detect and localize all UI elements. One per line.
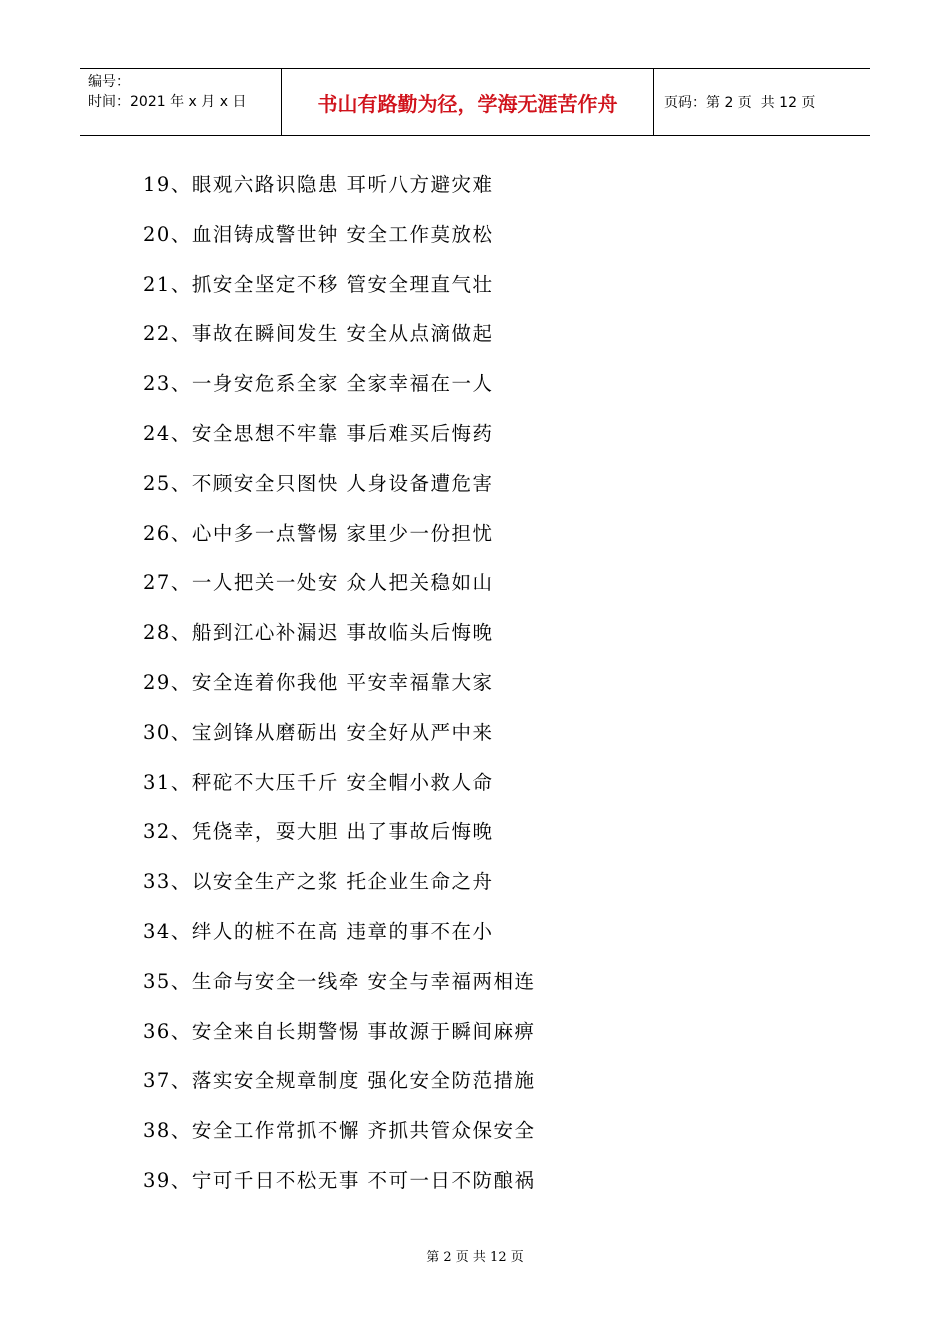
- slogan-item: 20、血泪铸成警世钟 安全工作莫放松: [143, 222, 494, 246]
- slogan-item: 21、抓安全坚定不移 管安全理直气壮: [143, 272, 494, 296]
- slogan-item: 37、落实安全规章制度 强化安全防范措施: [143, 1069, 536, 1093]
- page-info-text: 页码：第 2 页 共 12 页: [664, 95, 816, 111]
- document-number-label: 编号：: [88, 74, 130, 90]
- slogan-item: 39、宁可千日不松无事 不可一日不防酿祸: [143, 1168, 536, 1192]
- header-meta: [80, 69, 282, 135]
- slogan-item: 28、船到江心补漏迟 事故临头后悔晚: [143, 621, 494, 645]
- slogan-item: 26、心中多一点警惕 家里少一份担忧: [143, 521, 494, 545]
- page-header: [80, 68, 870, 136]
- slogan-item: 24、安全思想不牢靠 事后难买后悔药: [143, 421, 494, 445]
- slogan-item: 25、不顾安全只图快 人身设备遭危害: [143, 471, 494, 495]
- header-motto: 书山有路勤为径，学海无涯苦作舟: [282, 69, 654, 135]
- slogan-item: 29、安全连着你我他 平安幸福靠大家: [143, 670, 494, 694]
- slogan-item: 27、一人把关一处安 众人把关稳如山: [143, 571, 494, 595]
- slogan-item: 34、绊人的桩不在高 违章的事不在小: [143, 919, 494, 943]
- slogan-item: 30、宝剑锋从磨砺出 安全好从严中来: [143, 720, 494, 744]
- header-page-info: [654, 69, 870, 135]
- page-footer: 第 2 页 共 12 页: [426, 1250, 524, 1265]
- slogan-item: 32、凭侥幸，耍大胆 出了事故后悔晚: [143, 820, 494, 844]
- slogan-item: 33、以安全生产之浆 托企业生命之舟: [143, 870, 494, 894]
- slogan-item: 22、事故在瞬间发生 安全从点滴做起: [143, 322, 494, 346]
- slogan-item: 38、安全工作常抓不懈 齐抓共管众保安全: [143, 1119, 536, 1143]
- slogan-item: 19、眼观六路识隐患 耳听八方避灾难: [143, 173, 494, 196]
- slogan-item: 31、秤砣不大压千斤 安全帽小救人命: [143, 770, 494, 794]
- slogan-list: [143, 165, 536, 1211]
- document-date: 时间：2021 年 x 月 x 日: [88, 94, 247, 110]
- slogan-item: 36、安全来自长期警惕 事故源于瞬间麻痹: [143, 1019, 536, 1043]
- slogan-item: 23、一身安危系全家 全家幸福在一人: [143, 372, 494, 396]
- slogan-item: 35、生命与安全一线牵 安全与幸福两相连: [143, 969, 536, 993]
